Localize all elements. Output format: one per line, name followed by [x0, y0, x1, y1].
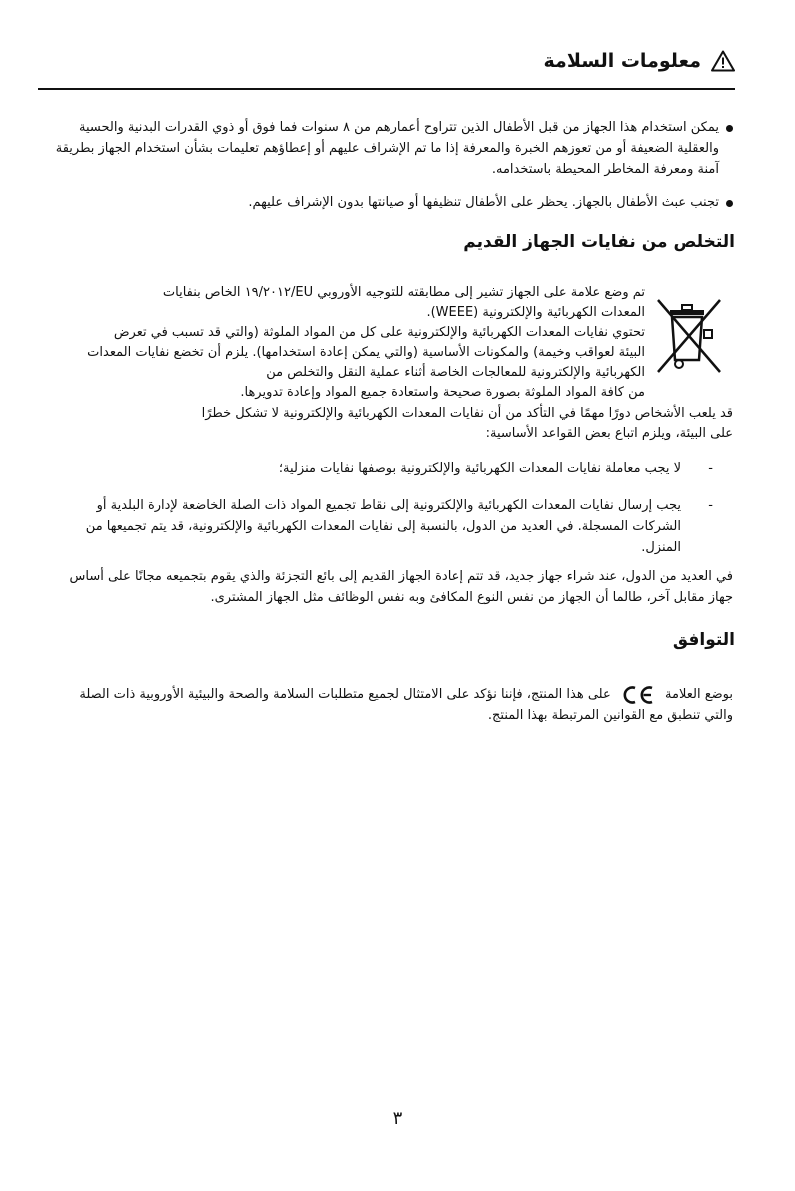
page-header: [38, 50, 735, 72]
compliance-paragraph: [50, 684, 733, 726]
weee-line: تم وضع علامة على الجهاز تشير إلى مطابقته للتوجيه الأوروبي EU/١٩/٢٠١٢ الخاص بنفايات: [162, 285, 645, 300]
crossed-out-wheelie-bin-icon: [650, 290, 730, 388]
bullet-text-children: يمكن استخدام هذا الجهاز من قبل الأطفال الذين تتراوح أعمارهم من ٨ سنوات فما فوق أو ذوي القدرات البدنية والحسية والعقلية الضعيفة أو من تعوزهم الخبرة والمعرفة إذا ما تم الإشراف عليهم أو إعطاؤهم تعليمات بشأن استخدام الجهاز بطريقة آمنة ومعرفة المخاطر المحيطة باستخدامه.: [55, 120, 719, 177]
rules-list: [50, 458, 713, 558]
rules-intro: [50, 404, 733, 444]
rule-not-household: لا يجب معاملة نفايات المعدات الكهربائية والإلكترونية بوصفها نفايات منزلية؛: [278, 461, 681, 476]
rules-intro-line: قد يلعب الأشخاص دورًا مهمًا في التأكد من أن نفايات المعدات الكهربائية والإلكترونية لا تشكل خطرًا: [201, 406, 733, 421]
weee-line: من كافة المواد الملوثة بصورة صحيحة واستعادة جميع المواد وإعادة تدويرها.: [240, 385, 645, 400]
weee-line: الكهربائية والإلكترونية للمعالجات الخاصة أثناء عملية النقل والتخلص من: [266, 365, 645, 380]
weee-line: تحتوي نفايات المعدات الكهربائية والإلكترونية على كل من المواد الملوثة (والتي قد تسبب في تعرض: [113, 325, 645, 340]
weee-paragraph: [70, 283, 645, 403]
bullet-item: [50, 117, 733, 180]
weee-line: المعدات الكهربائية والإلكترونية (WEEE).: [426, 305, 645, 320]
bullet-item: [50, 192, 733, 213]
page-title: معلومات السلامة: [543, 50, 701, 72]
compliance-heading: التوافق: [672, 630, 735, 650]
rule-item: [50, 458, 713, 479]
weee-line: البيئة لعواقب وخيمة) والمكونات الأساسية (والتي يمكن إعادة استخدامها). يلزم أن تخضع نفايات المعدات: [87, 345, 645, 360]
rule-collection-points: يجب إرسال نفايات المعدات الكهربائية والإلكترونية إلى نقاط تجميع المواد ذات الصلة الخاضعة لإدارة البلدية أو الشركات المسجلة. في العديد من الدول، بالنسبة إلى نفايات المعدات الكهربائية والإلكترونية، قد يتم تجميعها من المنزل.: [85, 498, 681, 555]
rule-item: [50, 495, 713, 558]
bullet-text-supervision: تجنب عبث الأطفال بالجهاز. يحظر على الأطفال تنظيفها أو صيانتها بدون الإشراف عليهم.: [248, 195, 719, 210]
rules-intro-line: على البيئة، ويلزم اتباع بعض القواعد الأساسية:: [485, 426, 733, 441]
header-divider: [38, 88, 735, 90]
ce-mark-icon: [621, 685, 655, 705]
retailer-takeback-text: في العديد من الدول، عند شراء جهاز جديد، قد تتم إعادة الجهاز القديم إلى بائع التجزئة والذي يقوم بتجميعه مجانًا على أساس جهاز مقابل آخر، طالما أن الجهاز من نفس النوع المكافئ وبه نفس الوظائف مثل الجهاز المشترى.: [69, 569, 733, 605]
safety-bullets: [50, 117, 733, 213]
compliance-text-before: بوضع العلامة: [665, 687, 733, 702]
retailer-takeback-paragraph: [50, 566, 733, 608]
warning-triangle-icon: [711, 50, 735, 72]
compliance-text-after: على هذا المنتج، فإننا نؤكد على الامتثال لجميع متطلبات السلامة والصحة والبيئية الأوروبية ذات الصلة والتي تنطبق مع القوانين المرتبطة بهذا المنتج.: [79, 687, 733, 723]
page-number: ٣: [392, 1108, 403, 1129]
disposal-heading: التخلص من نفايات الجهاز القديم: [463, 232, 735, 252]
page-title-row: [38, 50, 735, 72]
